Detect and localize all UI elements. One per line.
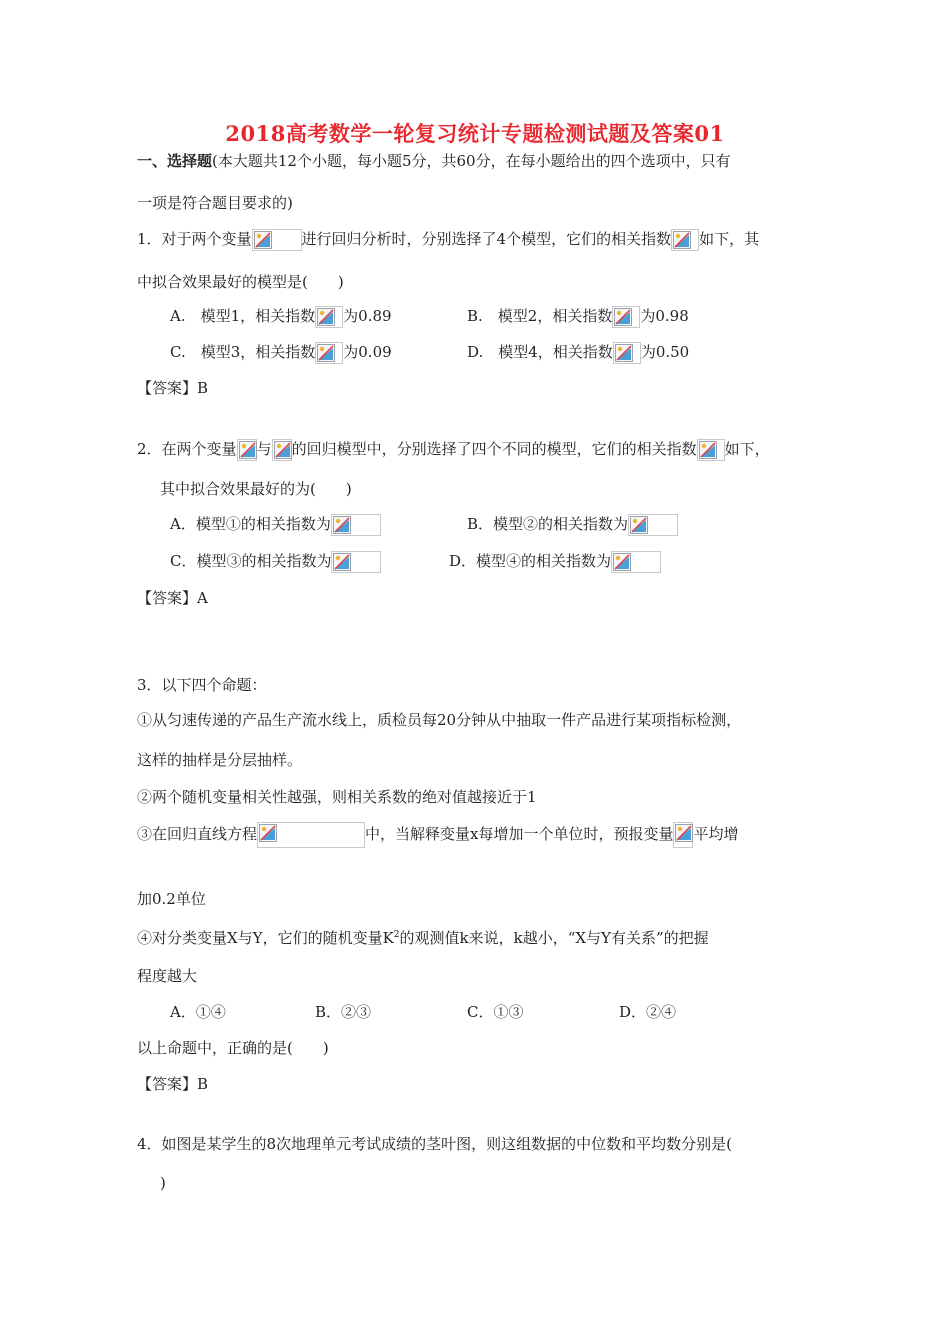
broken-image-icon	[237, 439, 257, 461]
answer-tag: 【答案】	[137, 1075, 198, 1093]
broken-image-icon	[612, 306, 640, 328]
q1-stem-cont: 中拟合效果最好的模型是( )	[137, 273, 344, 291]
q2-option-c	[170, 549, 381, 573]
q3-proposition-1: ①从匀速传递的产品生产流水线上，质检员每20分钟从中抽取一件产品进行某项指标检测，	[137, 711, 742, 729]
broken-image-icon	[239, 441, 257, 459]
answer-value: B	[197, 1075, 209, 1093]
broken-image-icon	[613, 553, 631, 571]
q2-stem-cont: 其中拟合效果最好的为( )	[160, 480, 352, 498]
q2-option-a	[170, 512, 381, 536]
answer-tag: 【答案】	[137, 589, 198, 607]
section-desc-cont: 一项是符合题目要求的)	[137, 194, 293, 212]
broken-image-icon	[333, 516, 351, 534]
q3-proposition-4-cont: 程度越大	[137, 967, 198, 985]
broken-image-icon	[673, 822, 693, 848]
answer-value: A	[197, 589, 208, 607]
broken-image-icon	[699, 441, 717, 459]
superscript: 2	[393, 930, 400, 940]
q3-option-a: A．①④	[170, 1003, 226, 1021]
q3-text: 的观测值k来说，k越小，“X与Y有关系”的把握	[399, 929, 709, 947]
broken-image-icon	[628, 514, 678, 536]
answer-tag: 【答案】	[137, 379, 198, 397]
q2-stem	[137, 437, 770, 461]
q2-text: 如下，	[724, 440, 770, 458]
broken-image-icon	[315, 306, 343, 328]
q3-proposition-1-cont: 这样的抽样是分层抽样。	[137, 751, 303, 769]
option-text: A. 模型1，相关指数	[170, 307, 316, 325]
q3-stem: 3．以下四个命题：	[137, 676, 267, 694]
option-text: 为0.98	[640, 307, 689, 325]
broken-image-icon	[254, 231, 272, 249]
q2-text: 2．在两个变量	[137, 440, 237, 458]
q3-option-c: C．①③	[467, 1003, 524, 1021]
q3-option-d: D．②④	[619, 1003, 677, 1021]
broken-image-icon	[331, 551, 381, 573]
broken-image-icon	[259, 824, 277, 842]
q1-text: 1．对于两个变量	[137, 230, 252, 248]
q2-text: 与	[256, 440, 272, 458]
q1-text: 如下，其	[699, 230, 760, 248]
q1-answer	[137, 376, 208, 400]
broken-image-icon	[611, 551, 661, 573]
q3-question: 以上命题中，正确的是( )	[137, 1039, 329, 1057]
broken-image-icon	[675, 824, 693, 842]
q1-text: 进行回归分析时，分别选择了4个模型，它们的相关指数	[301, 230, 672, 248]
q2-option-d	[449, 549, 661, 573]
broken-image-icon	[697, 439, 725, 461]
option-text: D．模型④的相关指数为	[449, 552, 612, 570]
q1-option-b	[467, 304, 689, 328]
q4-stem-cont: )	[160, 1174, 166, 1192]
broken-image-icon	[274, 441, 292, 459]
option-text: B．模型②的相关指数为	[467, 515, 629, 533]
q1-option-a	[170, 304, 392, 328]
broken-image-icon	[331, 514, 381, 536]
broken-image-icon	[613, 342, 641, 364]
q3-proposition-2: ②两个随机变量相关性越强，则相关系数的绝对值越接近于1	[137, 788, 537, 806]
broken-image-icon	[671, 229, 699, 251]
q2-text: 的回归模型中，分别选择了四个不同的模型，它们的相关指数	[291, 440, 697, 458]
q3-text: ③在回归直线方程	[137, 825, 258, 843]
broken-image-icon	[673, 231, 691, 249]
option-text: A．模型①的相关指数为	[170, 515, 331, 533]
q3-text: 中，当解释变量x每增加一个单位时，预报变量	[365, 825, 674, 843]
broken-image-icon	[257, 822, 365, 848]
q1-stem	[137, 227, 759, 251]
q1-option-c	[170, 340, 392, 364]
q4-stem: 4．如图是某学生的8次地理单元考试成绩的茎叶图，则这组数据的中位数和平均数分别是(	[137, 1135, 732, 1153]
broken-image-icon	[630, 516, 648, 534]
option-text: D. 模型4，相关指数	[467, 343, 613, 361]
q3-proposition-3	[137, 822, 739, 848]
q3-proposition-4	[137, 923, 709, 950]
option-text: 为0.09	[343, 343, 392, 361]
broken-image-icon	[317, 344, 335, 362]
option-text: B. 模型2，相关指数	[467, 307, 613, 325]
option-text: 为0.50	[640, 343, 690, 361]
q3-option-b: B．②③	[315, 1003, 372, 1021]
section-desc: (本大题共12个小题，每小题5分，共60分，在每小题给出的四个选项中，只有	[212, 152, 731, 170]
broken-image-icon	[252, 229, 302, 251]
q2-answer	[137, 586, 208, 610]
option-text: 为0.89	[343, 307, 392, 325]
broken-image-icon	[272, 439, 292, 461]
q2-option-b	[467, 512, 678, 536]
q1-option-d	[467, 340, 689, 364]
q3-text: 平均增	[693, 825, 739, 843]
answer-value: B	[197, 379, 209, 397]
q3-proposition-3-cont: 加0.2单位	[137, 890, 206, 908]
q3-text: ④对分类变量X与Y，它们的随机变量K	[137, 929, 394, 947]
option-text: C．模型③的相关指数为	[170, 552, 332, 570]
broken-image-icon	[317, 308, 335, 326]
broken-image-icon	[333, 553, 351, 571]
q3-answer	[137, 1072, 208, 1096]
broken-image-icon	[315, 342, 343, 364]
option-text: C. 模型3，相关指数	[170, 343, 316, 361]
section-heading: 一、选择题	[137, 152, 213, 170]
page-title: 2018高考数学一轮复习统计专题检测试题及答案01	[225, 121, 725, 146]
broken-image-icon	[615, 344, 633, 362]
broken-image-icon	[614, 308, 632, 326]
section-intro	[137, 149, 731, 173]
